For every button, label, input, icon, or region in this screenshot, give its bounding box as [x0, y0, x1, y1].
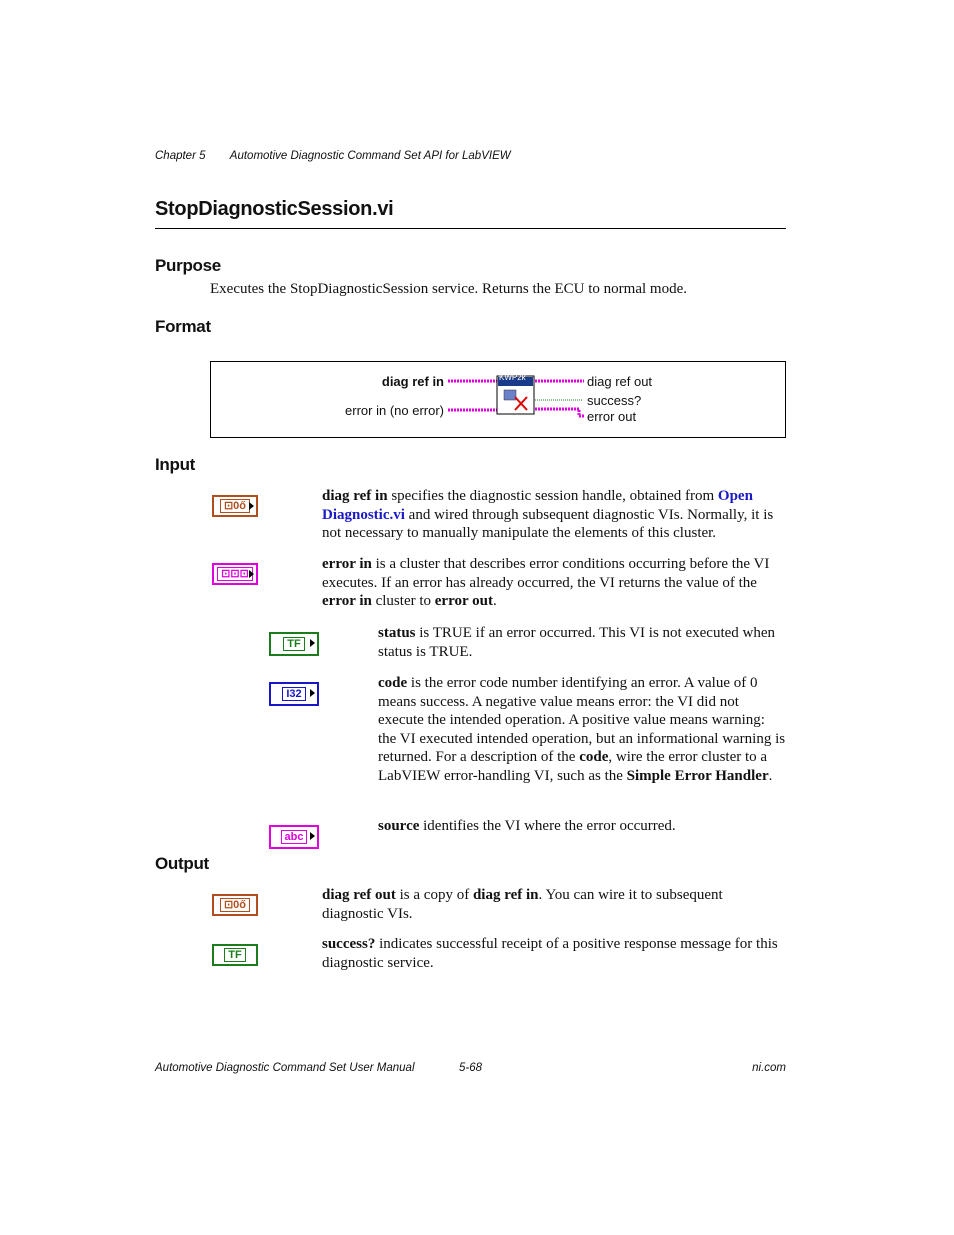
cluster-icon: ⊡0ő: [212, 495, 258, 517]
footer-manual: Automotive Diagnostic Command Set User Manual: [155, 1062, 415, 1074]
title-rule: [155, 228, 786, 229]
success-terminal: success?: [587, 393, 642, 408]
footer-page-number: 5-68: [459, 1062, 483, 1074]
error-in-terminal: error in (no error): [345, 403, 444, 418]
source-desc: source identifies the VI where the error occurred.: [378, 818, 676, 834]
vi-icon-label: KWP2k: [499, 373, 526, 382]
diag-ref-in-terminal: diag ref in: [381, 374, 444, 389]
i32-icon: I32: [269, 682, 319, 706]
purpose-text: Executes the StopDiagnosticSession service. Returns the ECU to normal mode.: [210, 281, 687, 297]
diagram-wires: [211, 362, 785, 437]
chapter-label: Chapter 5: [155, 150, 206, 162]
string-icon: abc: [269, 825, 319, 849]
chapter-title: Automotive Diagnostic Command Set API for LabVIEW: [229, 150, 511, 162]
status-desc: status is TRUE if an error occurred. This VI is not executed when status is TRUE.: [378, 625, 776, 660]
purpose-heading: Purpose: [155, 256, 221, 275]
format-heading: Format: [155, 317, 211, 336]
open-diagnostic-link[interactable]: Open Diagnostic.vi: [322, 488, 753, 523]
running-header: [155, 150, 511, 162]
diag-ref-out-desc: diag ref out is a copy of diag ref in. You can wire it to subsequent diagnostic VIs.: [322, 887, 723, 922]
page-title: StopDiagnosticSession.vi: [155, 198, 394, 220]
diag-ref-in-desc: diag ref in specifies the diagnostic session handle, obtained from Open Diagnostic.vi and wired through subsequent diagnostic VIs. Normally, it is not necessary to manually manipulate the elements of this cluster.: [322, 488, 774, 542]
footer-site: ni.com: [752, 1062, 786, 1074]
error-out-terminal: error out: [587, 409, 637, 424]
code-desc: code is the error code number identifying an error. A value of 0 means success. A negative value means error: the VI did not execute the intended operation. A positive value means warning: the VI executed intended operation, but an informational warning is returned. For a description of the code, wire the error cluster to a LabVIEW error-handling VI, such as the Simple Error Handler.: [378, 675, 786, 784]
boolean-icon: TF: [269, 632, 319, 656]
input-heading: Input: [155, 455, 196, 474]
diag-ref-out-terminal: diag ref out: [587, 374, 653, 389]
success-desc: success? indicates successful receipt of a positive response message for this diagnostic service.: [322, 936, 778, 971]
connector-diagram: [210, 361, 786, 438]
boolean-out-icon: TF: [212, 944, 258, 966]
cluster-out-icon: ⊡0ő: [212, 894, 258, 916]
error-in-desc: error in is a cluster that describes error conditions occurring before the VI executes. If an error has already occurred, the VI returns the value of the error in cluster to error out.: [322, 556, 770, 610]
error-cluster-icon: ⊡⊡⊡: [212, 563, 258, 585]
output-heading: Output: [155, 854, 209, 873]
